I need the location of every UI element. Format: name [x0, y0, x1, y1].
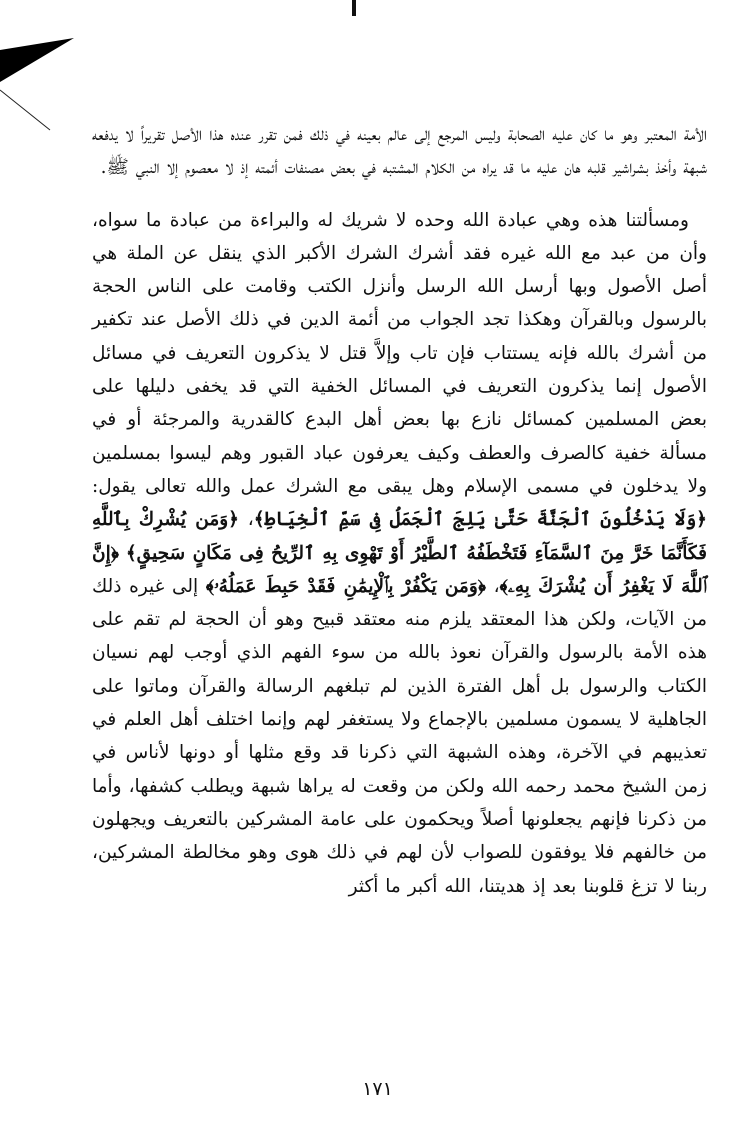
quran-verse-2: ﴿وَمَن يُشْرِكْ بِٱللَّهِ فَكَأَنَّمَا خَرَّ مِنَ ٱلسَّمَآءِ فَتَخْطَفُهُ ٱلطَّيْرُ أَوْ تَهْوِى بِهِ ٱلرِّيحُ فِى مَكَانٍ سَحِيقٍ﴾: [92, 509, 707, 564]
paragraph-1-text: الأمة المعتبر وهو ما كان عليه الصحابة وليس المرجع إلى عالم بعينه في ذلك فمن تقرر عنده هذا الأصل تقريراً لا يدفعه شبهة وأخذ بشراشير قلبه هان عليه ما قد يراه من الكلام المشتبه في بعض مصنفات أئمته إذ لا معصوم إلا النبي ﷺ.: [92, 124, 707, 179]
scan-corner-shadow: [0, 38, 80, 138]
page-number: ١٧١: [362, 1078, 393, 1100]
paragraph-1: [92, 118, 707, 185]
quran-verse-4: ﴿وَمَن يَكْفُرْ بِٱلْإِيمَٰنِ فَقَدْ حَبِطَ عَمَلُهُۥ﴾: [205, 575, 486, 597]
scan-top-mark: [352, 0, 356, 16]
page-body: [92, 118, 707, 903]
separator-text: [119, 543, 126, 564]
separator-text: ،: [485, 575, 500, 597]
scan-corner-wedge: [0, 38, 74, 82]
scan-corner-line: [0, 90, 50, 130]
quran-verse-3: ﴿إِنَّ ٱللَّهَ لَا يَغْفِرُ أَن يُشْرَكَ بِهِۦ﴾: [92, 542, 707, 597]
quran-verse-1: ﴿وَلَا يَدْخُلُونَ ٱلْجَنَّةَ حَتَّىٰ يَلِجَ ٱلْجَمَلُ فِى سَمِّ ٱلْخِيَاطِ﴾: [253, 509, 707, 531]
paragraph-2-continuation: إلى غيره ذلك من الآيات، ولكن هذا المعتقد يلزم منه معتقد قبيح وهو أن الحجة لم تقم على هذه الأمة بالرسول والقرآن نعوذ بالله من سوء الفهم الذي أوجب لهم نسيان الكتاب والرسول بل أهل الفترة الذين لم تبلغهم الرسالة والقرآن وماتوا على الجاهلية لا يسمون مسلمين بالإجماع ولا يستغفر لهم وإنما اختلف أهل العلم في تعذيبهم في الآخرة، وهذه الشبهة التي ذكرنا قد وقع مثلها أو دونها لأناس في زمن الشيخ محمد رحمه الله ولكن من وقعت له يراها شبهة ويطلب كشفها، وأما من ذكرنا فإنهم يجعلونها أصلاً ويحكمون على عامة المشركين بالتعريف ويجهلون من خالفهم فلا يوفقون للصواب لأن لهم في ذلك هوى وهو مخالطة المشركين، ربنا لا تزغ قلوبنا بعد إذ هديتنا، الله أكبر ما أكثر: [92, 575, 707, 897]
separator-text: ،: [239, 509, 254, 531]
paragraph-2: [92, 204, 707, 903]
paragraph-2-text: ومسألتنا هذه وهي عبادة الله وحده لا شريك له والبراءة من عبادة ما سواه، وأن من عبد مع الله غيره فقد أشرك الشرك الأكبر الذي ينقل عن الملة هي أصل الأصول وبها أرسل الله الرسل وأنزل الكتب وقامت على الناس الحجة بالرسول وبالقرآن وهكذا تجد الجواب من أئمة الدين في ذلك الأصل عند تكفير من أشرك بالله فإنه يستتاب فإن تاب وإلاَّ قتل لا يذكرون التعريف في مسائل الأصول إنما يذكرون التعريف في المسائل الخفية التي قد يخفى دليلها على بعض المسلمين كمسائل نازع بها بعض أهل البدع كالقدرية والمرجئة أو في مسألة خفية كالصرف والعطف وكيف يعرفون عباد القبور وهم ليسوا بمسلمين ولا يدخلون في مسمى الإسلام وهل يبقى مع الشرك عمل والله تعالى يقول:: [92, 209, 707, 497]
